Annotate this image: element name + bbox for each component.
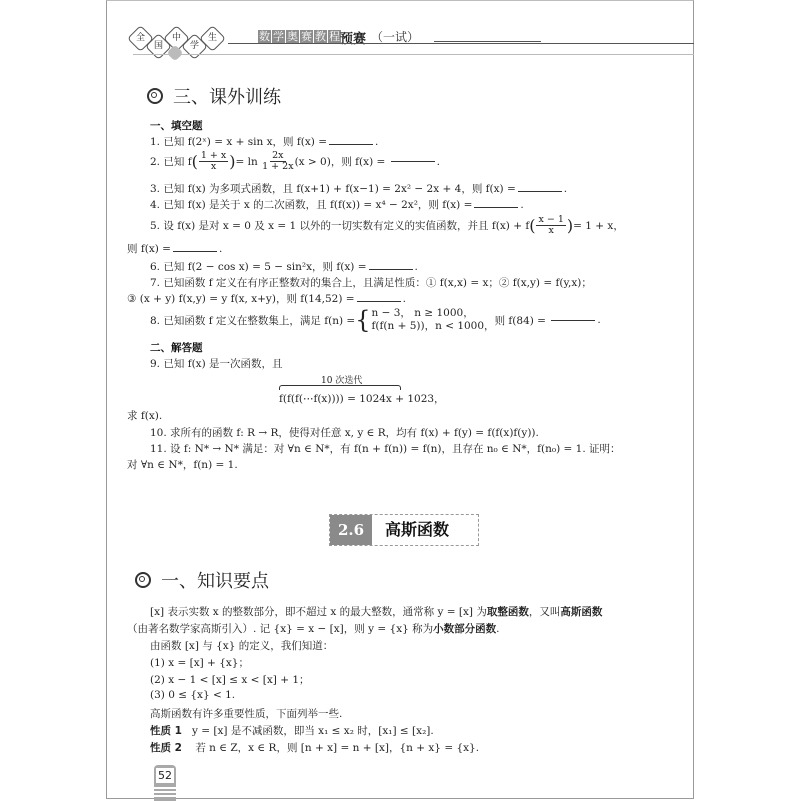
answer-blank bbox=[369, 269, 413, 270]
series-logo bbox=[129, 25, 219, 57]
book-page bbox=[106, 0, 694, 799]
paragraph: 由函数 [x] 与 {x} 的定义，我们知道： bbox=[150, 640, 334, 652]
question-1: 1. 已知 f(2ˣ) = x + sin x，则 f(x) = . bbox=[150, 136, 379, 148]
question-5: 5. 设 f(x) 是对 x = 0 及 x = 1 以外的一切实数有定义的实值函数，并且 f(x) + f ( $\frac{x - 1}{x}$ ) = 1 + x， bbox=[150, 214, 624, 236]
brace-label: 10 次迭代 bbox=[321, 376, 363, 386]
question-5-cont: 则 f(x) = . bbox=[127, 243, 223, 255]
question-11: 11. 设 f: N* → N* 满足：对 ∀n ∈ N*，有 f(n + f(n)) = f(n)，且存在 n₀ ∈ N*，f(n₀) = 1. 证明： bbox=[150, 443, 621, 455]
subsection-heading: 二、解答题 bbox=[150, 342, 203, 354]
section-heading: 一、知识要点 bbox=[135, 567, 269, 593]
question-3: 3. 已知 f(x) 为多项式函数，且 f(x+1) + f(x−1) = 2x² − 2x + 4，则 f(x) = . bbox=[150, 183, 568, 195]
subsection-heading: 一、填空题 bbox=[150, 120, 203, 132]
question-9: 9. 已知 f(x) 是一次函数，且 bbox=[150, 358, 283, 370]
paragraph: [x] 表示实数 x 的整数部分，即不超过 x 的最大整数，通常称 y = [x] 为取整函数，又叫高斯函数 bbox=[150, 606, 603, 618]
fraction: $\frac{2x}{1 + 2x}$ bbox=[262, 150, 294, 172]
question-11-cont: 对 ∀n ∈ N*，f(n) = 1. bbox=[127, 459, 238, 471]
question-4: 4. 已知 f(x) 是关于 x 的二次函数，且 f(f(x)) = x⁴ − 2x²，则 f(x) = . bbox=[150, 199, 524, 211]
paragraph: （由著名数学家高斯引入）. 记 {x} = x − [x]，则 y = {x} 称为小数部分函数. bbox=[127, 623, 500, 635]
chapter-banner bbox=[329, 514, 479, 546]
question-7: 7. 已知函数 f 定义在有序正整数对的集合上，且满足性质：① f(x,x) = x；② f(x,y) = f(y,x)； bbox=[150, 277, 592, 289]
answer-blank bbox=[391, 161, 435, 162]
question-10: 10. 求所有的函数 f: R → R，使得对任意 x, y ∈ R，均有 f(x) + f(y) = f(f(x)f(y)). bbox=[150, 427, 539, 439]
iteration-equation: f(f(f(⋯f(x)))) = 1024x + 1023， bbox=[279, 393, 445, 405]
double-circle-icon bbox=[147, 88, 163, 104]
answer-blank bbox=[518, 191, 562, 192]
chapter-number: 2.6 bbox=[330, 515, 372, 545]
logo-hex: 全 bbox=[127, 25, 154, 52]
fraction: $\frac{1 + x}{x}$ bbox=[200, 150, 227, 172]
header-rule bbox=[434, 41, 541, 42]
list-item: (1) x = [x] + {x}； bbox=[150, 657, 249, 669]
answer-blank bbox=[474, 207, 518, 208]
section-heading: 三、课外训练 bbox=[147, 83, 281, 109]
property-2: 性质 2 若 n ∈ Z，x ∈ R，则 [n + x] = n + [x]，{n + x} = {x}. bbox=[150, 742, 480, 754]
logo-hex: 学 bbox=[181, 33, 208, 60]
list-item: (3) 0 ≤ {x} < 1. bbox=[150, 689, 236, 701]
question-8: 8. 已知函数 f 定义在整数集上，满足 f(n) = { n − 3， n ≥ 1000， f(f(n + 5))，n < 1000， 则 f(84) = . bbox=[150, 306, 601, 334]
answer-blank bbox=[173, 251, 217, 252]
list-item: (2) x − 1 < [x] ≤ x < [x] + 1； bbox=[150, 674, 310, 686]
answer-blank bbox=[357, 301, 401, 302]
page-number: 52 bbox=[158, 769, 172, 782]
book-title: 预赛 bbox=[340, 32, 367, 47]
paragraph: 高斯函数有许多重要性质，下面列举一些. bbox=[150, 708, 343, 720]
header-rule bbox=[133, 54, 694, 55]
fraction: $\frac{x - 1}{x}$ bbox=[538, 214, 564, 236]
overbrace bbox=[279, 385, 401, 390]
question-7-cont: ③ (x + y) f(x,y) = y f(x, x+y)，则 f(14,52) = . bbox=[127, 293, 406, 305]
logo-hex: 中 bbox=[163, 25, 190, 52]
logo-hex: 生 bbox=[199, 25, 226, 52]
series-name: 数 学 奥 赛 教 程 bbox=[259, 30, 340, 43]
answer-blank bbox=[329, 144, 373, 145]
question-9-cont: 求 f(x). bbox=[127, 410, 163, 422]
chapter-title: 高斯函数 bbox=[385, 520, 450, 539]
double-circle-icon bbox=[135, 572, 151, 588]
logo-hex: 国 bbox=[145, 33, 172, 60]
question-2: 2. 已知 f ( $\frac{1 + x}{x}$ ) = ln $\frac{2x}{1 + 2x}$ (x > 0)，则 f(x) = . bbox=[150, 150, 440, 172]
answer-blank bbox=[551, 320, 595, 321]
question-6: 6. 已知 f(2 − cos x) = 5 − sin²x，则 f(x) = . bbox=[150, 261, 418, 273]
piecewise-definition: { n − 3， n ≥ 1000， f(f(n + 5))，n < 1000， bbox=[355, 306, 495, 334]
page-number-tab bbox=[154, 765, 176, 801]
property-1: 性质 1 y = [x] 是不减函数，即当 x₁ ≤ x₂ 时，[x₁] ≤ [x₂]. bbox=[150, 725, 434, 737]
header-rule bbox=[228, 43, 694, 44]
book-subtitle: （一试） bbox=[371, 30, 420, 44]
